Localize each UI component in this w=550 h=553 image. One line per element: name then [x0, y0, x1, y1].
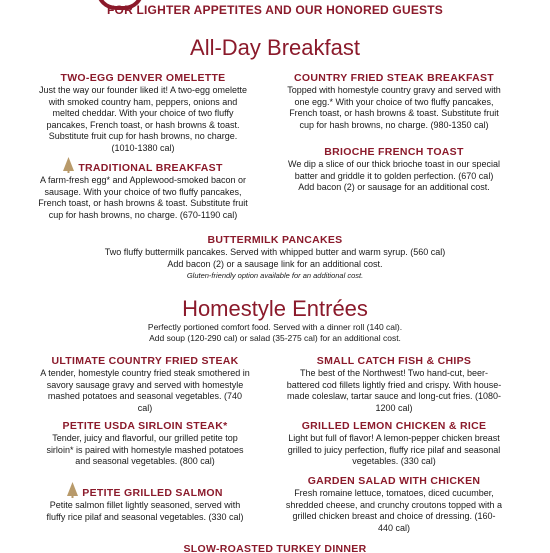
menu-tagline: FOR LIGHTER APPETITES AND OUR HONORED GUESTS [107, 3, 443, 17]
item-description: Light but full of flavor! A lemon-pepper chicken breast grilled to juicy perfection, fluffy rice pilaf and seasonal vegetables. (330 cal) [287, 433, 501, 467]
item-description: Tender, juicy and flavorful, our grilled petite top sirloin* is paired with homestyle mashed potatoes and seasonal vegetables. (800 cal) [46, 433, 244, 467]
item-addon: Add bacon (2) or sausage for an additional cost. [298, 182, 490, 193]
item-description: A farm-fresh egg* and Applewood-smoked bacon or sausage. With your choice of two fluffy pancakes, French toast, or hash browns & toast. Substitute fruit cup for hash browns, no charge. (670-1190 cal) [38, 175, 248, 220]
tree-icon [63, 157, 74, 173]
item-name: TRADITIONAL BREAKFAST [78, 162, 223, 174]
menu-item [40, 420, 250, 468]
item-description: Petite salmon fillet lightly seasoned, served with fluffy rice pilaf and seasonal vegetables. (330 cal) [46, 500, 244, 522]
item-description: Just the way our founder liked it! A two-egg omelette with smoked country ham, peppers, onions and melted cheddar. With your choice of two fluffy pancakes, French toast, or hash browns & toast. Substitute fruit cup for hash browns, no charge. (1010-1380 cal) [38, 85, 248, 153]
menu-item [40, 355, 250, 414]
item-name-cutoff: SLOW-ROASTED TURKEY DINNER [183, 543, 367, 553]
menu-item [285, 420, 503, 468]
item-addon: Add bacon (2) or a sausage link for an additional cost. [167, 258, 383, 269]
item-name: GRILLED LEMON CHICKEN & RICE [301, 420, 487, 432]
item-description: The best of the Northwest! Two hand-cut, beer-battered cod fillets lightly fried and crispy. With house-made coleslaw, tartar sauce and long-cut fries. (1080-1200 cal) [286, 368, 502, 413]
item-description: Topped with homestyle country gravy and served with one egg.* With your choice of two fluffy pancakes, French toast, or hash browns & toast. Substitute fruit cup for hash browns, no charge. (980-1350 cal) [287, 85, 501, 130]
item-name: PETITE USDA SIRLOIN STEAK* [62, 420, 228, 432]
section-subtitle: Perfectly portioned comfort food. Served with a dinner roll (140 cal). [147, 322, 403, 332]
item-description: Fresh romaine lettuce, tomatoes, diced cucumber, shredded cheese, and crunchy croutons topped with a grilled chicken breast and choice of dressing. (160-440 cal) [285, 488, 503, 533]
menu-item [285, 146, 503, 194]
item-description: Two fluffy buttermilk pancakes. Served with whipped butter and warm syrup. (560 cal) [104, 247, 446, 257]
menu-item [285, 475, 503, 534]
section-title-breakfast: All-Day Breakfast [190, 35, 360, 60]
menu-item [38, 72, 248, 155]
item-name: GARDEN SALAD WITH CHICKEN [307, 475, 481, 487]
menu-item [40, 482, 250, 523]
section-subtitle: Add soup (120-290 cal) or salad (35-275 cal) for an additional cost. [149, 333, 401, 343]
item-name: SMALL CATCH FISH & CHIPS [316, 355, 472, 367]
item-description: We dip a slice of our thick brioche toast in our special batter and griddle it to golden perfection. (670 cal) [288, 159, 500, 181]
item-name: BUTTERMILK PANCAKES [207, 234, 343, 246]
section-title-entrees: Homestyle Entrées [182, 296, 368, 321]
menu-item [285, 72, 503, 131]
menu-item [38, 157, 248, 221]
item-name: ULTIMATE COUNTRY FRIED STEAK [51, 355, 239, 367]
item-name: COUNTRY FRIED STEAK BREAKFAST [293, 72, 495, 84]
item-note: Gluten-friendly option available for an additional cost. [186, 271, 364, 281]
item-description: A tender, homestyle country fried steak smothered in savory sausage gravy and served with homestyle mashed potatoes and seasonal vegetables. (740 cal) [40, 368, 250, 413]
item-name: PETITE GRILLED SALMON [82, 487, 223, 499]
item-name: TWO-EGG DENVER OMELETTE [60, 72, 226, 84]
item-name: BRIOCHE FRENCH TOAST [324, 146, 464, 158]
tree-icon [67, 482, 78, 498]
menu-item [60, 234, 490, 282]
menu-item [285, 355, 503, 414]
